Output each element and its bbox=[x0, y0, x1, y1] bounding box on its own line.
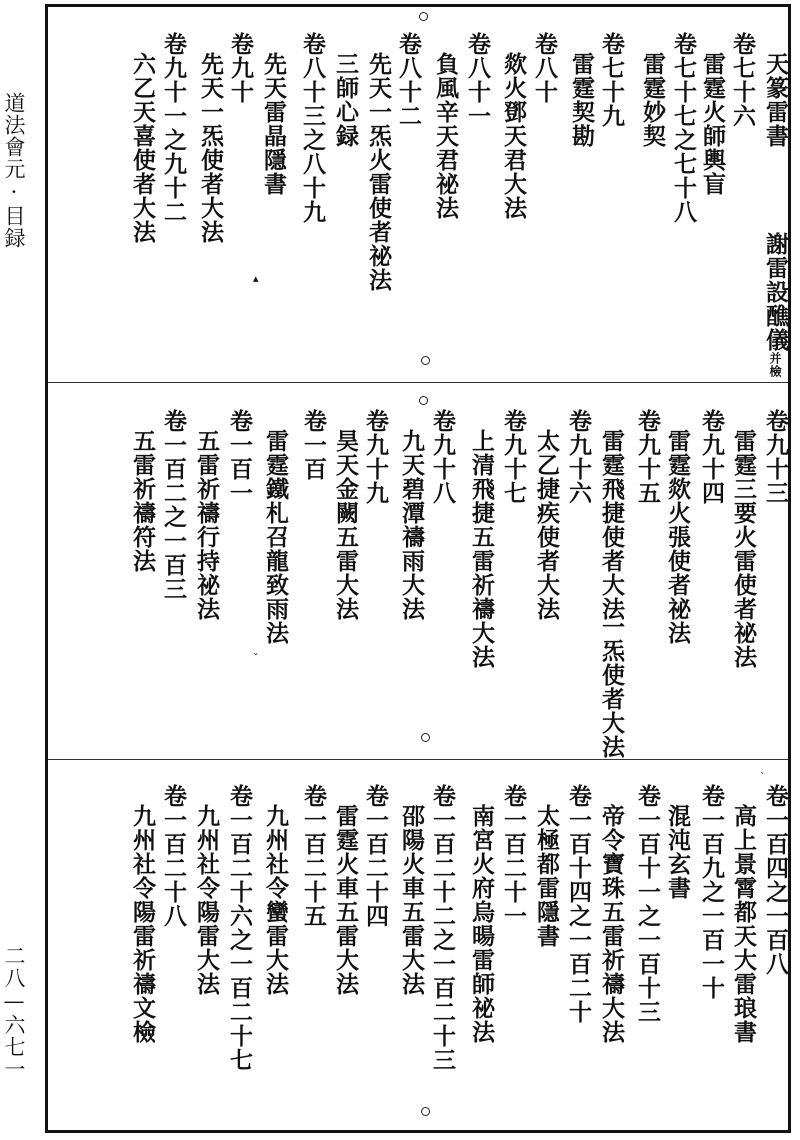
small-mark: ˇ bbox=[253, 652, 259, 665]
text-column: 九州社令蠻雷大法 bbox=[262, 804, 289, 996]
page-frame bbox=[45, 4, 791, 1133]
text-column: 雷霆妙契 bbox=[639, 52, 666, 148]
text-column: 卷八十 bbox=[531, 32, 558, 104]
ritual-title-note: 并檢 bbox=[768, 352, 782, 378]
circle-mark bbox=[421, 356, 430, 365]
text-column: 卷一百 bbox=[300, 409, 327, 481]
text-column: 卷九十三 bbox=[762, 409, 789, 505]
text-column: 卷一百一 bbox=[226, 409, 253, 505]
text-column: 卷九十五 bbox=[634, 409, 661, 505]
text-column: 太乙捷疾使者大法 bbox=[533, 429, 560, 621]
text-column: 雷霆欻火張使者祕法 bbox=[664, 429, 691, 645]
text-column: 上清飛捷五雷祈禱大法 bbox=[468, 429, 495, 669]
text-column: 卷七十九 bbox=[598, 32, 625, 128]
text-column: 卷八十一 bbox=[464, 32, 491, 128]
text-column: 九州社令陽雷祈禱文檢 bbox=[129, 804, 156, 1044]
text-column: 卷七十七之七十八 bbox=[670, 32, 697, 224]
text-column: 卷一百四之一百八 bbox=[762, 784, 789, 976]
text-column: 卷八十二 bbox=[395, 32, 422, 128]
text-column: 九天碧潭禱雨大法 bbox=[398, 429, 425, 621]
text-column: 雷霆火師輿盲 bbox=[699, 52, 726, 196]
text-column: 卷九十 bbox=[227, 32, 254, 104]
text-column: 卷一百十一之一百十三 bbox=[634, 784, 661, 1024]
text-column: 太極都雷隱書 bbox=[533, 804, 560, 948]
text-column: 帝令寶珠五雷祈禱大法 bbox=[598, 804, 625, 1044]
text-column: 混沌玄書 bbox=[664, 804, 691, 900]
text-column: 先天一炁使者大法 bbox=[197, 52, 224, 244]
text-column: 六乙天喜使者大法 bbox=[129, 52, 156, 244]
text-column: 五雷祈禱行持祕法 bbox=[193, 429, 220, 621]
panel-divider-2 bbox=[48, 759, 788, 760]
circle-mark bbox=[421, 1107, 430, 1116]
text-column: 卷九十七 bbox=[500, 409, 527, 505]
text-column: 雷霆鐵札召龍致雨法 bbox=[262, 429, 289, 645]
text-column: 欻火鄧天君大法 bbox=[500, 52, 527, 220]
text-column: 卷九十四 bbox=[698, 409, 725, 505]
text-column: 高上景霄都天大雷琅書 bbox=[730, 804, 757, 1044]
text-column: 九州社令陽雷大法 bbox=[193, 804, 220, 996]
text-column: 卷九十九 bbox=[362, 409, 389, 505]
text-column: 卷七十六 bbox=[729, 32, 756, 128]
text-column: 雷霆飛捷使者大法 bbox=[598, 429, 625, 621]
text-column: 昊天金闕五雷大法 bbox=[332, 429, 359, 621]
text-column: 三師心録 bbox=[332, 52, 359, 148]
text-column: 卷九十八 bbox=[429, 409, 456, 505]
panel-divider-1 bbox=[48, 382, 788, 383]
text-column: 卷一百九之一百一十 bbox=[698, 784, 725, 1000]
circle-mark bbox=[421, 733, 430, 742]
book-title-margin: 道法會元·目録 bbox=[2, 92, 26, 249]
ritual-title-text: 謝雷設醮儀 bbox=[762, 232, 789, 352]
text-column: 先天雷晶隱書 bbox=[260, 52, 287, 196]
text-column: 卷一百二之一百三 bbox=[160, 409, 187, 601]
circle-mark bbox=[419, 12, 428, 21]
text-column: 卷八十三之八十九 bbox=[299, 32, 326, 224]
text-column-continuation: 一炁使者大法 bbox=[598, 615, 625, 759]
text-column: 雷霆三要火雷使者祕法 bbox=[730, 429, 757, 669]
text-column: 邵陽火車五雷大法 bbox=[398, 804, 425, 996]
text-column: 卷一百二十二之一百二十三 bbox=[429, 784, 456, 1072]
text-column: 天篆雷書 bbox=[762, 52, 789, 148]
text-column: 雷霆契勘 bbox=[568, 52, 595, 148]
text-column: 卷一百二十八 bbox=[160, 784, 187, 928]
ritual-title bbox=[764, 232, 787, 378]
page-number: 二八—六七一 bbox=[2, 945, 26, 1080]
text-column: 卷一百二十一 bbox=[500, 784, 527, 928]
text-column: 負風辛天君祕法 bbox=[432, 52, 459, 220]
small-mark: ˋ bbox=[760, 771, 766, 784]
text-column: 雷霆火車五雷大法 bbox=[332, 804, 359, 996]
text-column: 卷一百二十六之一百二十七 bbox=[226, 784, 253, 1072]
text-column: 卷一百二十五 bbox=[300, 784, 327, 928]
text-column: 五雷祈禱符法 bbox=[129, 429, 156, 573]
circle-mark bbox=[419, 396, 428, 405]
text-column: 南宮火府烏暘雷師祕法 bbox=[468, 804, 495, 1044]
text-column: 卷一百十四之一百二十 bbox=[565, 784, 592, 1024]
small-mark: ▴ bbox=[253, 272, 259, 285]
text-column: 卷九十一之九十二 bbox=[160, 32, 187, 224]
text-column: 先天一炁火雷使者祕法 bbox=[365, 52, 392, 292]
text-column: 卷一百二十四 bbox=[362, 784, 389, 928]
text-column: 卷九十六 bbox=[565, 409, 592, 505]
